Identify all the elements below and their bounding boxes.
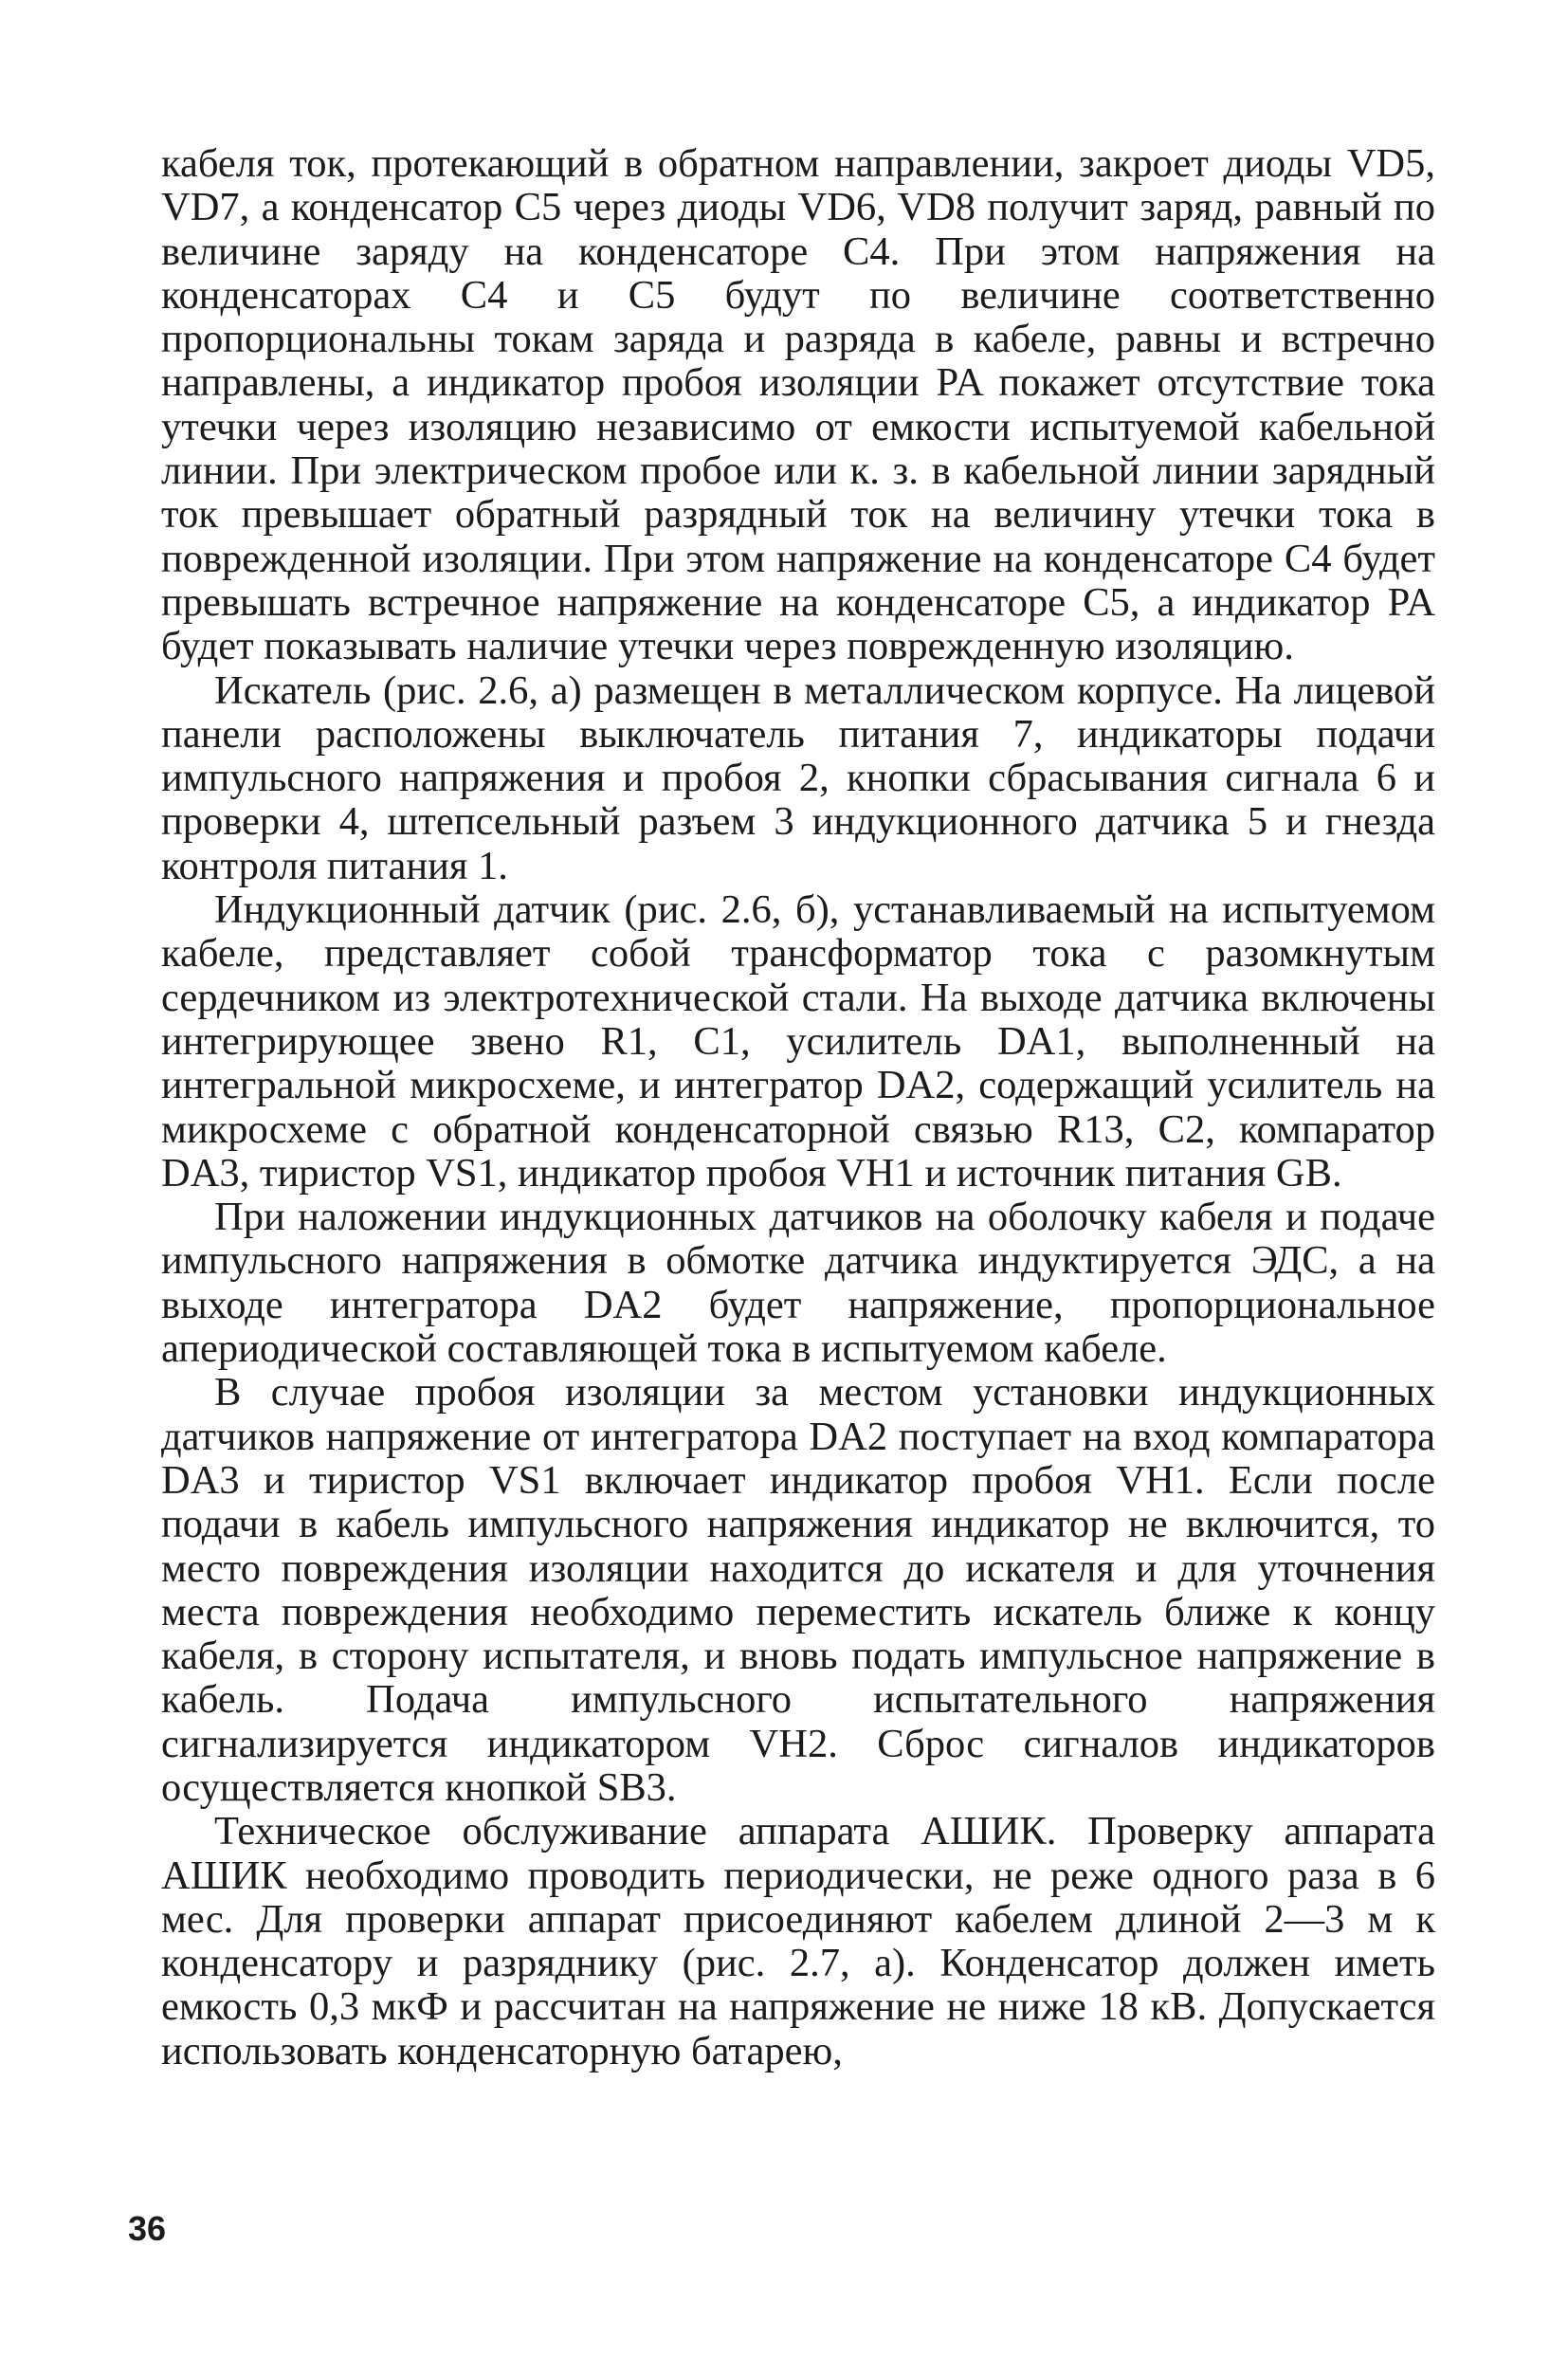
- paragraph-maintenance: Техническое обслуживание аппарата АШИК. Проверку аппарата АШИК необходимо проводить периодически, не реже одного раза в 6 мес. Для проверки аппарат присоединяют кабелем длиной 2—3 м к конденсатору и разряднику (рис. 2.7, а). Конденсатор должен иметь емкость 0,3 мкФ и рассчитан на напряжение не ниже 18 кВ. Допускается использовать конденсаторную батарею,: [161, 1809, 1435, 2073]
- paragraph-induction-sensor: Индукционный датчик (рис. 2.6, б), устанавливаемый на испытуемом кабеле, представляет собой трансформатор тока с разомкнутым сердечником из электротехнической стали. На выходе датчика включены интегрирующее звено R1, C1, усилитель DA1, выполненный на интегральной микросхеме, и интегратор DA2, содержащий усилитель на микросхеме с обратной конденсаторной связью R13, C2, компаратор DA3, тиристор VS1, индикатор пробоя VH1 и источник питания GB.: [161, 887, 1435, 1196]
- paragraph-insulation-breakdown: В случае пробоя изоляции за местом установки индукционных датчиков напряжение от интегратора DA2 поступает на вход компаратора DA3 и тиристор VS1 включает индикатор пробоя VH1. Если после подачи в кабель импульсного напряжения индикатор не включится, то место повреждения изоляции находится до искателя и для уточнения места повреждения необходимо переместить искатель ближе к концу кабеля, в сторону испытателя, и вновь подать импульсное напряжение в кабель. Подача импульсного испытательного напряжения сигнализируется индикатором VH2. Сброс сигналов индикаторов осуществляется кнопкой SB3.: [161, 1370, 1435, 1810]
- paragraph-continuation: кабеля ток, протекающий в обратном направлении, закроет диоды VD5, VD7, а конденсатор C5 через диоды VD6, VD8 получит заряд, равный по величине заряду на конденсаторе C4. При этом напряжения на конденсаторах C4 и C5 будут по величине соответственно пропорциональны токам заряда и разряда в кабеле, равны и встречно направлены, а индикатор пробоя изоляции PA покажет отсутствие тока утечки через изоляцию независимо от емкости испытуемой кабельной линии. При электрическом пробое или к. з. в кабельной линии зарядный ток превышает обратный разрядный ток на величину утечки тока в поврежденной изоляции. При этом напряжение на конденсаторе C4 будет превышать встречное напряжение на конденсаторе C5, а индикатор PA будет показывать наличие утечки через поврежденную изоляцию.: [161, 141, 1435, 669]
- paragraph-seeker-description: Искатель (рис. 2.6, а) размещен в металлическом корпусе. На лицевой панели расположены выключатель питания 7, индикаторы подачи импульсного напряжения и пробоя 2, кнопки сбрасывания сигнала 6 и проверки 4, штепсельный разъем 3 индукционного датчика 5 и гнезда контроля питания 1.: [161, 667, 1435, 888]
- page-body: [161, 142, 1435, 2073]
- page-number: 36: [128, 2209, 167, 2248]
- paragraph-sensor-operation: При наложении индукционных датчиков на оболочку кабеля и подаче импульсного напряжения в обмотке датчика индуктируется ЭДС, а на выходе интегратора DA2 будет напряжение, пропорциональное апериодической составляющей тока в испытуемом кабеле.: [161, 1195, 1435, 1372]
